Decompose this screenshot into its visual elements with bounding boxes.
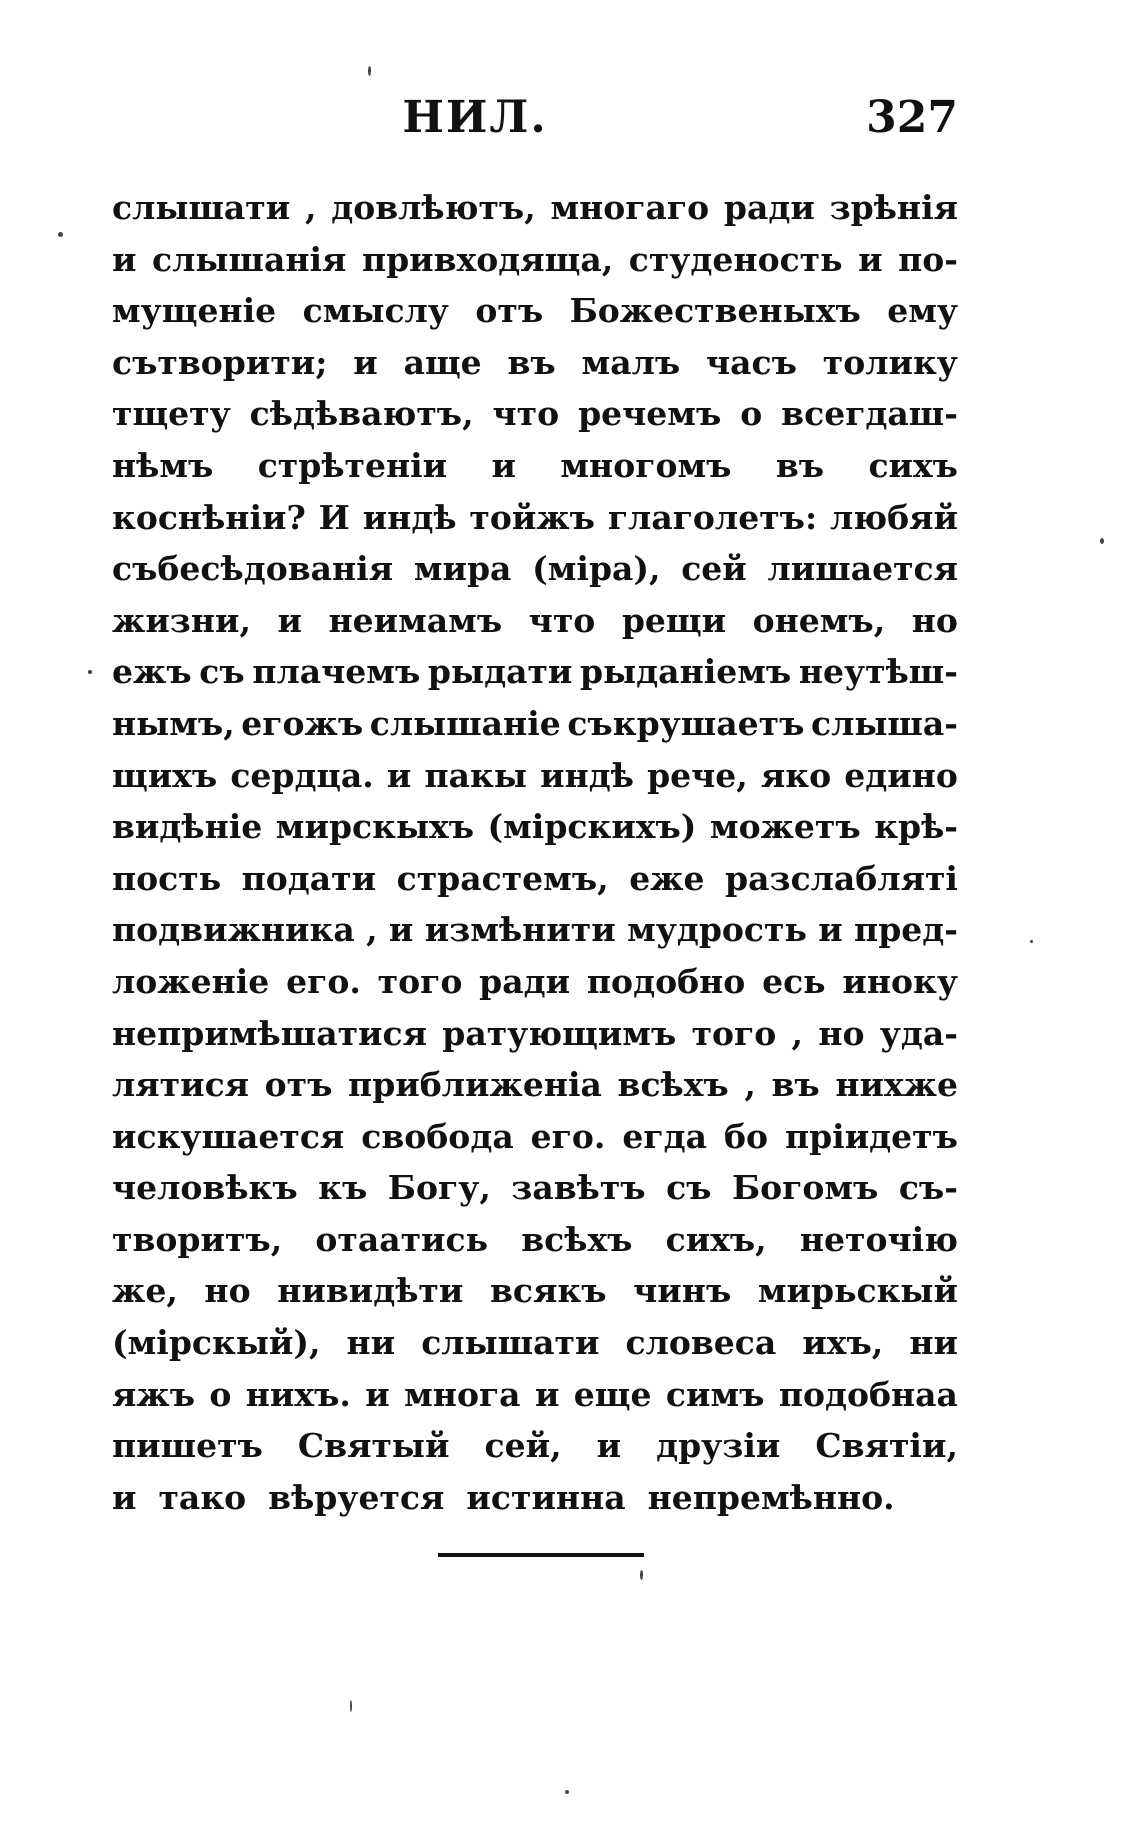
word: слышаніе	[369, 703, 561, 743]
word: слышанія	[152, 239, 347, 279]
word: плачемъ	[252, 652, 421, 692]
text-line	[112, 234, 958, 286]
word: лишается	[767, 549, 958, 589]
word: и	[818, 910, 843, 950]
word: рыдати	[427, 652, 573, 692]
word: ежъ	[112, 652, 192, 692]
word: симъ	[665, 1374, 765, 1414]
word: чинъ	[633, 1271, 732, 1311]
text-line	[112, 182, 958, 234]
text-line	[112, 698, 958, 750]
text-line	[112, 543, 958, 595]
body-text	[112, 182, 958, 1523]
word: и	[277, 600, 302, 640]
word: непремѣнно.	[647, 1477, 895, 1517]
word: слышати	[421, 1323, 600, 1363]
word: но	[911, 600, 958, 640]
word: мудрость	[627, 910, 807, 950]
text-line	[112, 956, 958, 1008]
word: тойжъ	[469, 497, 595, 537]
text-line	[112, 1008, 958, 1060]
word: непримѣшатися	[112, 1013, 427, 1053]
word: съ	[199, 652, 245, 692]
word: сихъ	[868, 445, 958, 485]
print-speck	[368, 66, 371, 76]
running-head	[112, 92, 958, 152]
print-speck	[88, 670, 92, 674]
word: неутѣш-	[798, 652, 958, 692]
word: смыслу	[302, 291, 449, 331]
word: онемъ,	[752, 600, 886, 640]
word: мирскыхъ	[275, 807, 475, 847]
word: ради	[723, 188, 815, 227]
word: индѣ	[362, 497, 457, 537]
word: щихъ	[112, 755, 218, 795]
word: друзіи	[656, 1426, 781, 1466]
word: въ	[771, 1065, 820, 1105]
word: сей	[681, 549, 747, 589]
text-line	[112, 440, 958, 492]
text-line	[112, 750, 958, 802]
word: сей,	[484, 1426, 562, 1466]
word: пакы	[424, 755, 527, 795]
word: ему	[887, 291, 958, 331]
word: егожъ	[241, 703, 364, 743]
word: нымъ,	[112, 703, 235, 743]
word: къ	[318, 1168, 368, 1208]
word: Богомъ	[731, 1168, 879, 1208]
word: коснѣніи?	[112, 497, 306, 537]
word: пред-	[854, 910, 958, 950]
print-speck	[640, 1570, 643, 1580]
word: ,	[791, 1013, 804, 1053]
word: речемъ	[578, 394, 722, 434]
text-line	[112, 1472, 958, 1524]
print-speck	[58, 232, 63, 237]
word: слышати	[112, 188, 291, 227]
word: ни	[346, 1323, 396, 1363]
word: но	[818, 1013, 865, 1053]
word: подобно	[586, 961, 746, 1001]
word: отаатись	[315, 1219, 489, 1259]
word: приближеніа	[348, 1065, 602, 1105]
word: и	[388, 910, 414, 950]
word: можетъ	[709, 807, 861, 847]
word: и	[386, 755, 412, 795]
print-speck	[350, 1700, 352, 1712]
word: нихже	[835, 1065, 958, 1105]
word: часъ	[705, 342, 797, 382]
word: съкрушаетъ	[567, 703, 805, 743]
word: еще	[573, 1374, 652, 1414]
word: измѣнити	[424, 910, 616, 950]
text-line	[112, 646, 958, 698]
text-line	[112, 1420, 958, 1472]
word: жизни,	[112, 600, 251, 640]
word: яжъ	[112, 1374, 196, 1414]
text-line	[112, 1111, 958, 1163]
word: привходяща,	[361, 239, 614, 279]
word: съ-	[898, 1168, 958, 1208]
word: мущеніе	[112, 291, 277, 331]
word: аще	[403, 342, 482, 382]
word: страстемъ,	[396, 858, 609, 898]
word: его.	[286, 961, 361, 1001]
word: рече,	[647, 755, 748, 795]
text-line	[112, 801, 958, 853]
word: зрѣнія	[829, 188, 958, 227]
word: събесѣдованія	[112, 549, 394, 589]
word: и	[858, 239, 883, 279]
word: всегдаш-	[781, 394, 958, 434]
word: пишетъ	[112, 1426, 263, 1466]
word: словеса	[625, 1323, 777, 1363]
word: истинна	[466, 1477, 626, 1517]
word: видѣніе	[112, 807, 263, 847]
word: всѣхъ	[617, 1065, 729, 1105]
word: тако	[158, 1477, 247, 1517]
word: нивидѣти	[277, 1271, 464, 1311]
word: ихъ,	[802, 1323, 884, 1363]
word: отъ	[264, 1065, 333, 1105]
word: еже	[629, 858, 705, 898]
word: многа	[404, 1374, 521, 1414]
word: студеность	[628, 239, 843, 279]
word: ратующимъ	[442, 1013, 677, 1053]
print-speck	[1100, 538, 1104, 544]
word: подобнаа	[778, 1374, 958, 1414]
section-rule	[438, 1553, 644, 1557]
word: (міра),	[532, 549, 661, 589]
word: рещи	[621, 600, 727, 640]
text-line	[112, 904, 958, 956]
word: завѣтъ	[511, 1168, 646, 1208]
word: всѣхъ	[521, 1219, 633, 1259]
word: того	[691, 1013, 777, 1053]
text-line	[112, 853, 958, 905]
word: но	[204, 1271, 251, 1311]
word: (мірскихъ)	[487, 807, 697, 847]
word: индѣ	[540, 755, 634, 795]
word: разслаблятi	[725, 858, 958, 898]
word: уда-	[879, 1013, 958, 1053]
word: нѣмъ	[112, 445, 214, 485]
word: подвижника	[112, 910, 355, 950]
word: ради	[479, 961, 571, 1001]
word: бо	[723, 1116, 768, 1156]
word: крѣ-	[874, 807, 958, 847]
word: неточію	[799, 1219, 958, 1259]
word: и	[112, 239, 137, 279]
running-title: НИЛ.	[402, 92, 548, 143]
word: и	[353, 342, 378, 382]
word: въ	[775, 445, 825, 485]
word: съ	[666, 1168, 712, 1208]
word: и	[596, 1426, 622, 1466]
word: о	[209, 1374, 232, 1414]
word: о	[740, 394, 763, 434]
word: ,	[304, 188, 317, 227]
word: мира	[413, 549, 512, 589]
word: сътворити;	[112, 342, 328, 382]
word: что	[492, 394, 560, 434]
word: толику	[822, 342, 958, 382]
text-line	[112, 285, 958, 337]
word: многомъ	[560, 445, 732, 485]
word: многаго	[550, 188, 710, 227]
word: подати	[241, 858, 377, 898]
word: иноку	[842, 961, 958, 1001]
word: ложеніе	[112, 961, 270, 1001]
word: сѣдѣваютъ,	[249, 394, 474, 434]
word: (мірскый),	[112, 1323, 321, 1363]
word: и	[534, 1374, 560, 1414]
word: сихъ,	[665, 1219, 767, 1259]
word: всякъ	[489, 1271, 607, 1311]
word: свобода	[361, 1116, 514, 1156]
word: яко	[760, 755, 832, 795]
word: егда	[622, 1116, 707, 1156]
word: глаголетъ:	[607, 497, 818, 537]
word: рыданіемъ	[580, 652, 792, 692]
word: тщету	[112, 394, 231, 434]
word: и	[112, 1477, 137, 1517]
word: стрѣтеніи	[257, 445, 448, 485]
word: довлѣютъ,	[331, 188, 536, 227]
word: ,	[744, 1065, 756, 1105]
word: творитъ,	[112, 1219, 283, 1259]
word: Божественыхъ	[569, 291, 861, 331]
word: отъ	[475, 291, 544, 331]
word: малъ	[581, 342, 681, 382]
word: того	[377, 961, 463, 1001]
word: есь	[762, 961, 826, 1001]
text-line	[112, 1317, 958, 1369]
word: сердца.	[230, 755, 374, 795]
word: же,	[112, 1271, 178, 1311]
word: пость	[112, 858, 222, 898]
word: ни	[909, 1323, 958, 1363]
word: лятися	[112, 1065, 250, 1105]
text-line	[112, 388, 958, 440]
word: едино	[844, 755, 958, 795]
word: и	[365, 1374, 390, 1414]
word: ,	[366, 910, 378, 950]
text-line	[112, 1214, 958, 1266]
text-line	[112, 1369, 958, 1421]
word: вѣруется	[268, 1477, 445, 1517]
text-line	[112, 1059, 958, 1111]
word: въ	[507, 342, 556, 382]
word: И	[318, 497, 350, 537]
print-speck	[1030, 940, 1033, 943]
word: Святіи,	[815, 1426, 958, 1466]
print-speck	[565, 1790, 569, 1794]
word: что	[528, 600, 596, 640]
text-line	[112, 595, 958, 647]
word: любяй	[830, 497, 958, 537]
text-line	[112, 1162, 958, 1214]
word: человѣкъ	[112, 1168, 298, 1208]
word: его.	[530, 1116, 606, 1156]
word: и	[491, 445, 517, 485]
page-number: 327	[866, 92, 958, 143]
word: неимамъ	[328, 600, 503, 640]
word: слыша-	[810, 703, 958, 743]
word: искушается	[112, 1116, 345, 1156]
word: нихъ.	[245, 1374, 351, 1414]
word: пріидетъ	[784, 1116, 958, 1156]
word: Святый	[297, 1426, 450, 1466]
word: мирьскый	[757, 1271, 958, 1311]
word: по-	[898, 239, 958, 279]
text-line	[112, 337, 958, 389]
text-line	[112, 492, 958, 544]
word: Богу,	[387, 1168, 491, 1208]
text-line	[112, 1265, 958, 1317]
